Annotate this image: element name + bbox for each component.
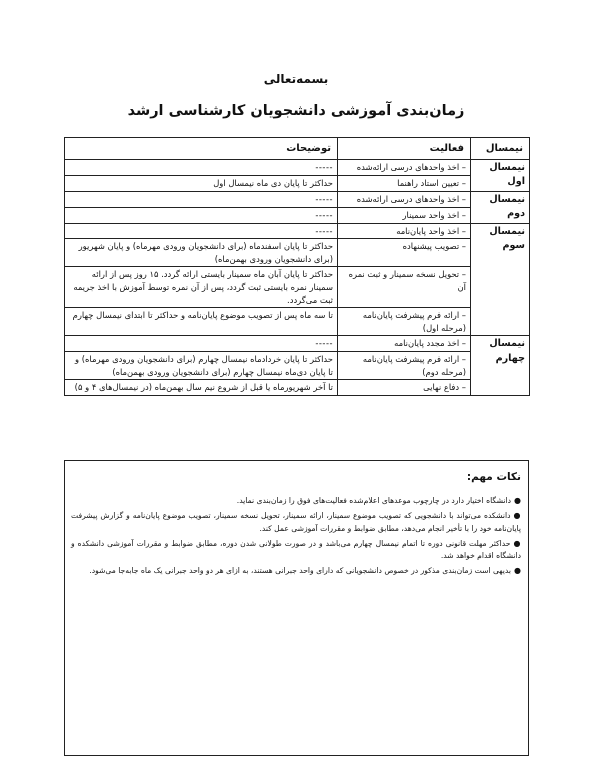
- table-row: [65, 336, 530, 352]
- activity-cell: – تحویل نسخه سمینار و ثبت نمره آن: [338, 267, 471, 308]
- note-cell: حداکثر تا پایان دی ماه نیمسال اول: [65, 175, 338, 191]
- table-row: [65, 223, 530, 239]
- semester-cell: نیمسال دوم: [471, 191, 530, 223]
- note-cell: -----: [65, 207, 338, 223]
- activity-cell: – ارائه فرم پیشرفت پایان‌نامه (مرحله اول): [338, 308, 471, 336]
- activity-cell: – دفاع نهایی: [338, 380, 471, 396]
- note-cell: -----: [65, 223, 338, 239]
- semester-cell: نیمسال اول: [471, 160, 530, 192]
- note-cell: حداکثر تا پایان اسفندماه (برای دانشجویان ورودی مهرماه) و پایان شهریور (برای دانشجویان ورودی بهمن‌ماه): [65, 239, 338, 267]
- activity-cell: – تصویب پیشنهاده: [338, 239, 471, 267]
- note-text: دانشکده می‌تواند با دانشجویی که تصویب موضوع سمینار، ارائه سمینار، تحویل نسخه سمینار، تصویب موضوع پایان‌نامه و گزارش پیشرفت پایان‌نامه خود را با تأخیر انجام می‌دهد، مطابق ضوابط و مقررات آموزشی عمل کند.: [71, 511, 521, 533]
- bullet-icon: ●: [514, 496, 521, 505]
- schedule-table: [64, 137, 530, 396]
- note-item: [71, 510, 521, 534]
- important-notes-box: [64, 460, 529, 756]
- header-notes: توضیحات: [65, 138, 338, 160]
- activity-cell: – اخذ مجدد پایان‌نامه: [338, 336, 471, 352]
- basmala-heading: بسمه‌تعالی: [263, 72, 329, 86]
- note-item: [71, 495, 521, 507]
- note-cell: تا سه ماه پس از تصویب موضوع پایان‌نامه و حداکثر تا ابتدای نیمسال چهارم: [65, 308, 338, 336]
- header-activity: فعالیت: [338, 138, 471, 160]
- table-row: [65, 352, 530, 380]
- activity-cell: – اخذ واحدهای درسی ارائه‌شده: [338, 191, 471, 207]
- note-cell: -----: [65, 160, 338, 176]
- bullet-icon: ●: [513, 511, 521, 521]
- activity-cell: – ارائه فرم پیشرفت پایان‌نامه (مرحله دوم): [338, 352, 471, 380]
- note-text: بدیهی است زمان‌بندی مذکور در خصوص دانشجویانی که دارای واحد جبرانی هستند، به ازای هر دو واحد جبرانی یک ماه جابه‌جا می‌شود.: [89, 565, 512, 575]
- table-row: [65, 160, 530, 176]
- activity-cell: – اخذ واحد سمینار: [338, 207, 471, 223]
- table-row: [65, 207, 530, 223]
- note-item: [71, 565, 521, 577]
- note-cell: حداکثر تا پایان خردادماه نیمسال چهارم (برای دانشجویان ورودی مهرماه) و تا پایان دی‌ماه نیمسال چهارم (برای دانشجویان ورودی بهمن‌ماه): [65, 352, 338, 380]
- bullet-icon: ●: [513, 538, 521, 548]
- note-cell: حداکثر تا پایان آبان ماه سمینار بایستی ارائه گردد. ۱۵ روز پس از ارائه سمینار نمره بایستی ثبت گردد، پس از آن نمره توسط آموزش با اخذ جریمه ثبت می‌گردد.: [65, 267, 338, 308]
- table-row: [65, 239, 530, 267]
- table-row: [65, 191, 530, 207]
- semester-cell: نیمسال سوم: [471, 223, 530, 336]
- activity-cell: – تعیین استاد راهنما: [338, 175, 471, 191]
- table-row: [65, 308, 530, 336]
- note-cell: -----: [65, 336, 338, 352]
- note-cell: -----: [65, 191, 338, 207]
- table-row: [65, 267, 530, 308]
- note-cell: تا آخر شهریورماه یا قبل از شروع نیم سال بهمن‌ماه (در نیمسال‌های ۴ و ۵): [65, 380, 338, 396]
- table-row: [65, 175, 530, 191]
- note-text: حداکثر مهلت قانونی دوره تا اتمام نیمسال چهارم می‌باشد و در صورت طولانی شدن دوره، مطابق ضوابط و مقررات آموزشی دانشکده و دانشگاه اقدام خواهد شد.: [71, 538, 521, 560]
- header-semester: نیمسال: [471, 138, 530, 160]
- note-item: [71, 538, 521, 562]
- semester-cell: نیمسال چهارم: [471, 336, 530, 395]
- activity-cell: – اخذ واحدهای درسی ارائه‌شده: [338, 160, 471, 176]
- page-title: زمان‌بندی آموزشی دانشجویان کارشناسی ارشد: [127, 103, 465, 119]
- table-header-row: [65, 138, 530, 160]
- activity-cell: – اخذ واحد پایان‌نامه: [338, 223, 471, 239]
- table-row: [65, 380, 530, 396]
- notes-title: نکات مهم:: [466, 471, 521, 483]
- bullet-icon: ●: [514, 565, 521, 575]
- note-text: دانشگاه اختیار دارد در چارچوب موعدهای اعلام‌شده فعالیت‌های فوق را زمان‌بندی نماید.: [236, 496, 512, 505]
